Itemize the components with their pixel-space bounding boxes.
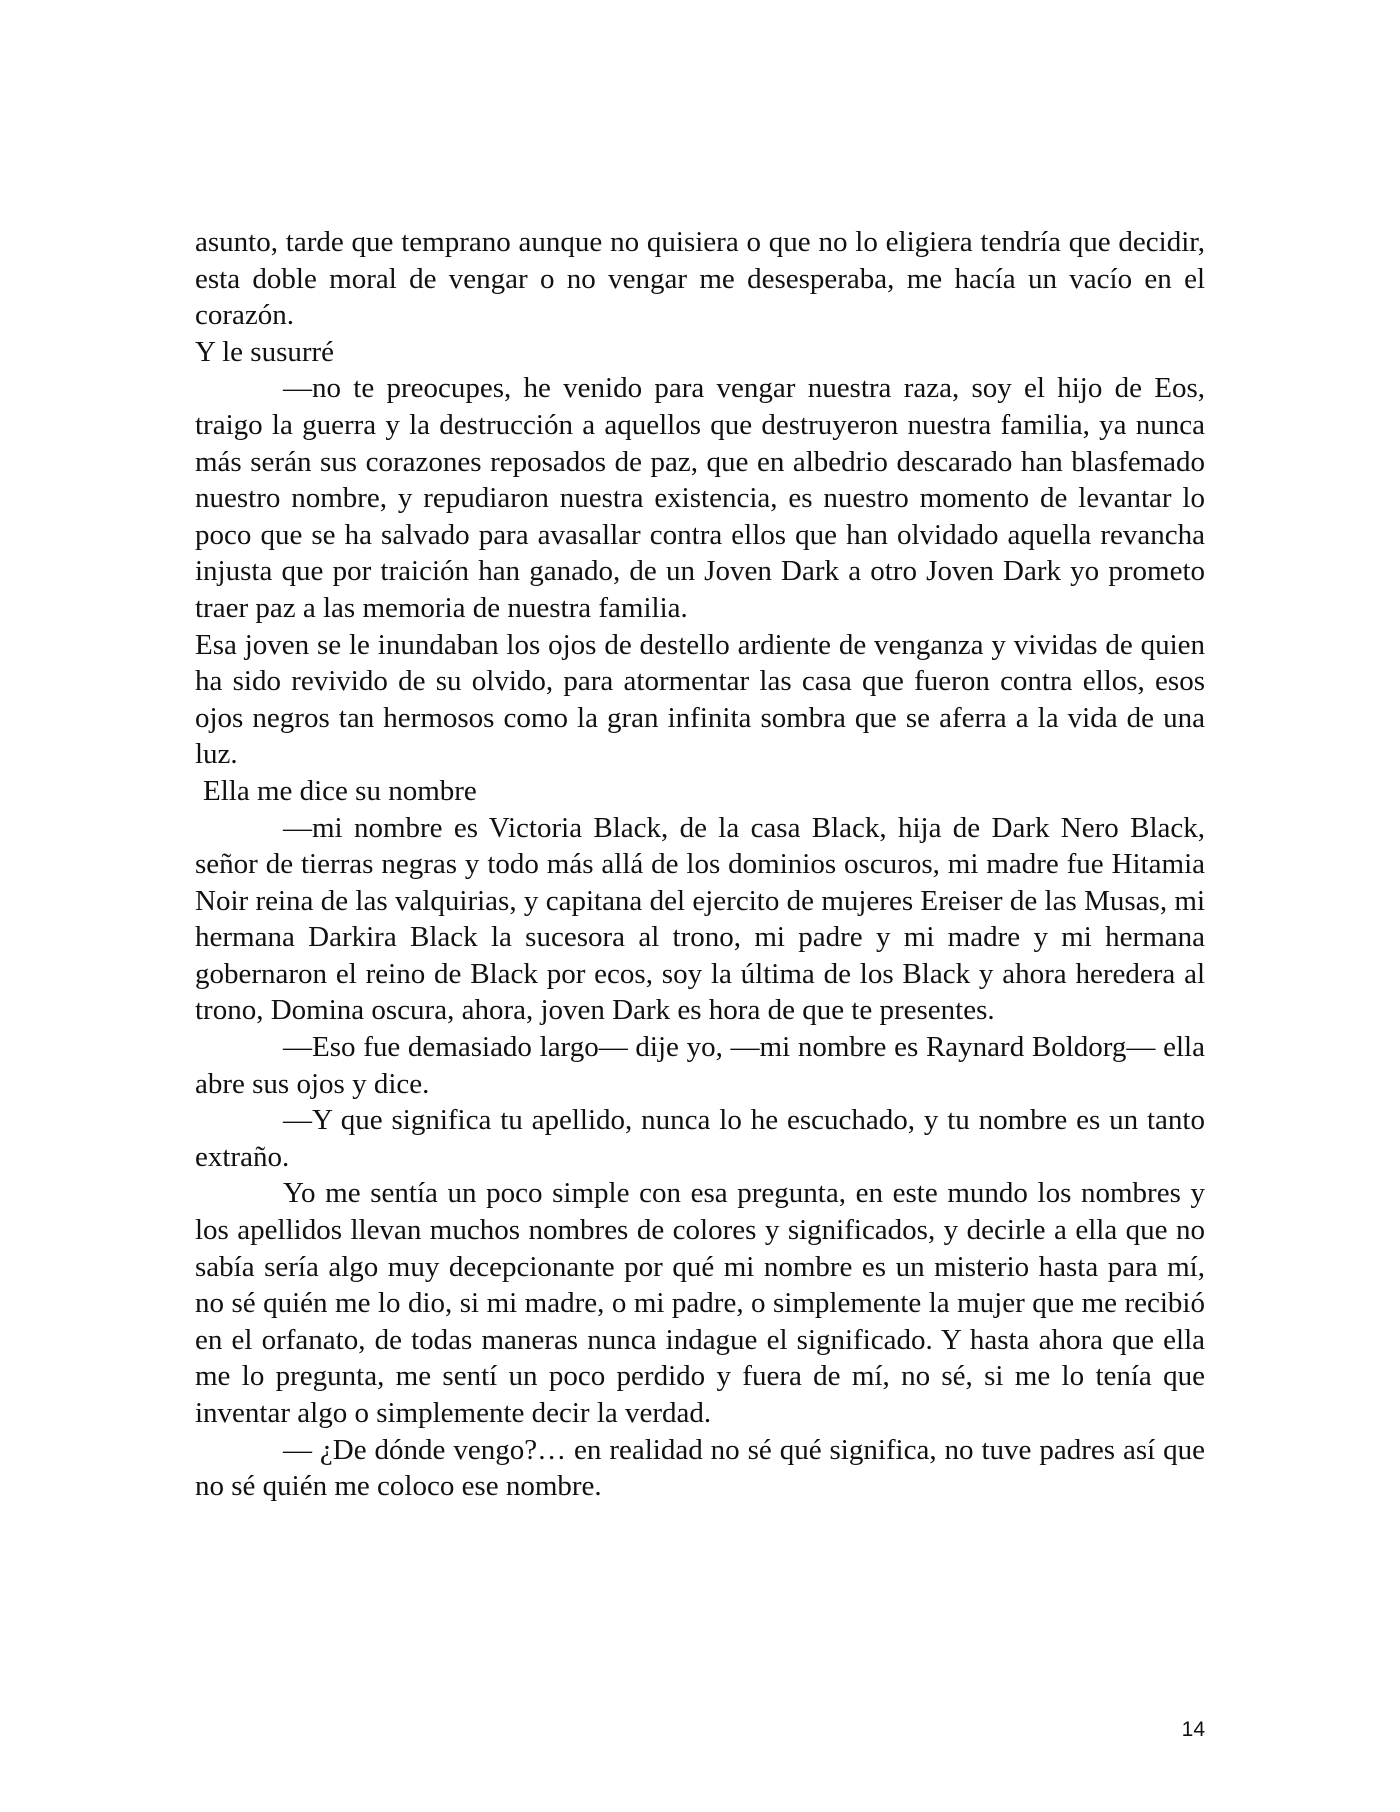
document-body xyxy=(195,224,1205,1505)
page-number: 14 xyxy=(1181,1718,1205,1741)
paragraph-dialogue-3: —Eso fue demasiado largo— dije yo, —mi nombre es Raynard Boldorg— ella abre sus ojos y dice. xyxy=(195,1031,1205,1100)
paragraph-dialogue-2: —mi nombre es Victoria Black, de la casa Black, hija de Dark Nero Black, señor de tierras negras y todo más allá de los dominios oscuros, mi madre fue Hitamia Noir reina de las valquirias, y capitana del ejercito de mujeres Ereiser de las Musas, mi hermana Darkira Black la sucesora al trono, mi padre y mi madre y mi hermana gobernaron el reino de Black por ecos, soy la última de los Black y ahora heredera al trono, Domina oscura, ahora, joven Dark es hora de que te presentes. xyxy=(195,811,1205,1027)
paragraph-narration-5: Yo me sentía un poco simple con esa pregunta, en este mundo los nombres y los apellidos llevan muchos nombres de colores y significados, y decirle a ella que no sabía sería algo muy decepcionante por qué mi nombre es un misterio hasta para mí, no sé quién me lo dio, si mi madre, o mi padre, o simplemente la mujer que me recibió en el orfanato, de todas maneras nunca indague el significado. Y hasta ahora que ella me lo pregunta, me sentí un poco perdido y fuera de mí, no sé, si me lo tenía que inventar algo o simplemente decir la verdad. xyxy=(195,1177,1205,1429)
paragraph-narration-4: Ella me dice su nombre xyxy=(203,774,477,807)
paragraph-narration-2: Y le susurré xyxy=(195,335,335,368)
paragraph-dialogue-5: — ¿De dónde vengo?… en realidad no sé qué significa, no tuve padres así que no sé quién me coloco ese nombre. xyxy=(195,1433,1205,1503)
paragraph-dialogue-4: —Y que significa tu apellido, nunca lo he escuchado, y tu nombre es un tanto extraño. xyxy=(195,1104,1205,1173)
paragraph-dialogue-1: —no te preocupes, he venido para vengar nuestra raza, soy el hijo de Eos, traigo la guerra y la destrucción a aquellos que destruyeron nuestra familia, ya nunca más serán sus corazones reposados de paz, que en albedrio descarado han blasfemado nuestro nombre, y repudiaron nuestra existencia, es nuestro momento de levantar lo poco que se ha salvado para avasallar contra ellos que han olvidado aquella revancha injusta que por traición han ganado, de un Joven Dark a otro Joven Dark yo prometo traer paz a las memoria de nuestra familia. xyxy=(195,372,1205,624)
paragraph-narration-3: Esa joven se le inundaban los ojos de destello ardiente de venganza y vividas de quien ha sido revivido de su olvido, para atormentar las casa que fueron contra ellos, esos ojos negros tan hermosos como la gran infinita sombra que se aferra a la vida de una luz. xyxy=(195,628,1205,771)
paragraph-narration-1: asunto, tarde que temprano aunque no quisiera o que no lo eligiera tendría que decidir, esta doble moral de vengar o no vengar me desesperaba, me hacía un vacío en el corazón. xyxy=(195,226,1205,332)
